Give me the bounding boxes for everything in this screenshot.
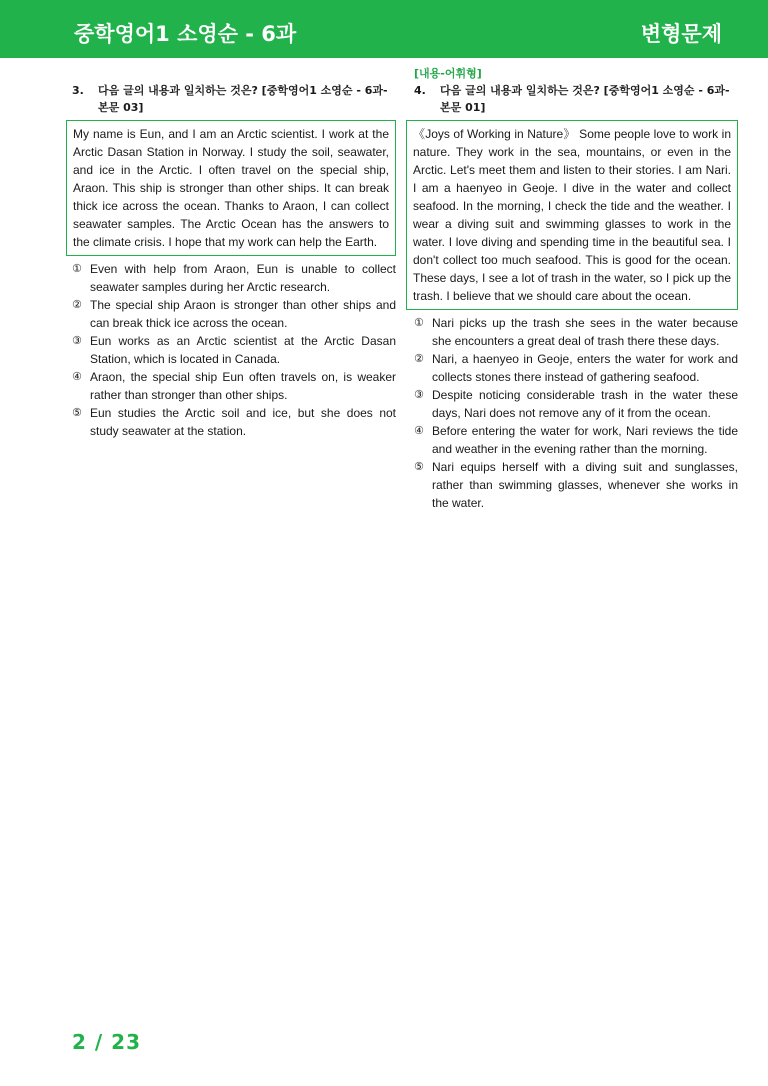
question-prompt (72, 82, 396, 116)
choice-2[interactable] (72, 296, 396, 332)
choice-4[interactable] (72, 368, 396, 404)
choice-number: ① (72, 262, 82, 275)
choice-text: Even with help from Araon, Eun is unable to collect seawater samples during her Arctic research. (90, 262, 396, 294)
choice-list (72, 260, 396, 440)
choice-text: Nari equips herself with a diving suit and sunglasses, rather than swimming glasses, whenever she works in the water. (432, 460, 738, 510)
choice-number: ④ (72, 370, 82, 383)
page-header (0, 0, 768, 58)
choice-number: ⑤ (72, 406, 82, 419)
passage-text: 《Joys of Working in Nature》 Some people love to work in nature. They work in the sea, mountains, or even in the Arctic. Let's meet them and listen to their stories. I am Nari. I am a haenyeo in Geoje. I dive in the water and collect seafood. In the morning, I check the tide and the weather. I wear a diving suit and swimming glasses to work in the water. I love diving and spending time in the beautiful sea. I don't collect too much seafood. This is good for the ocean. These days, I see a lot of trash in the water, so I pick up the trash. I believe that we should care about the ocean. (413, 127, 731, 303)
choice-text: The special ship Araon is stronger than other ships and can break thick ice across the ocean. (90, 298, 396, 330)
page-number: 2 / 23 (72, 1030, 141, 1054)
passage-box (66, 120, 396, 256)
choice-number: ③ (72, 334, 82, 347)
question-tag (72, 66, 396, 82)
choice-number: ① (414, 316, 424, 329)
choice-1[interactable] (72, 260, 396, 296)
choice-number: ③ (414, 388, 424, 401)
header-category: 변형문제 (640, 22, 722, 46)
question-number: 4. (414, 84, 426, 97)
choice-text: Before entering the water for work, Nari reviews the tide and weather in the evening rather than the morning. (432, 424, 738, 456)
question-4 (414, 66, 738, 512)
question-tag: [내용-어휘형] (414, 67, 482, 80)
choice-3[interactable] (414, 386, 738, 422)
choice-text: Araon, the special ship Eun often travels on, is weaker rather than stronger than other ships. (90, 370, 396, 402)
passage-box (406, 120, 738, 310)
question-prompt (414, 82, 738, 116)
choice-text: Eun studies the Arctic soil and ice, but she does not study seawater at the station. (90, 406, 396, 438)
choice-3[interactable] (72, 332, 396, 368)
choice-text: Nari picks up the trash she sees in the water because she encounters a great deal of trash there these days. (432, 316, 738, 348)
header-title: 중학영어1 소영순 - 6과 (74, 22, 297, 46)
choice-text: Nari, a haenyeo in Geoje, enters the water for work and collects stones there instead of gathering seafood. (432, 352, 738, 384)
choice-number: ② (72, 298, 82, 311)
choice-4[interactable] (414, 422, 738, 458)
choice-number: ② (414, 352, 424, 365)
choice-number: ⑤ (414, 460, 424, 473)
choice-list (414, 314, 738, 512)
question-text: 다음 글의 내용과 일치하는 것은? [중학영어1 소영순 - 6과-본문 01] (440, 84, 730, 114)
choice-text: Despite noticing considerable trash in the water these days, Nari does not remove any of it from the ocean. (432, 388, 738, 420)
choice-number: ④ (414, 424, 424, 437)
passage-text: My name is Eun, and I am an Arctic scientist. I work at the Arctic Dasan Station in Norway. I study the soil, seawater, and ice in the Arctic. I often travel on the special ship, Araon. This ship is stronger than other ships. It can break thick ice across the ocean. Thanks to Araon, I can collect seawater samples. The Arctic Ocean has the answers to the climate crisis. I hope that my work can help the Earth. (73, 127, 389, 249)
choice-1[interactable] (414, 314, 738, 350)
choice-text: Eun works as an Arctic scientist at the Arctic Dasan Station, which is located in Canada. (90, 334, 396, 366)
question-text: 다음 글의 내용과 일치하는 것은? [중학영어1 소영순 - 6과-본문 03] (98, 84, 388, 114)
choice-2[interactable] (414, 350, 738, 386)
question-3 (72, 66, 396, 440)
choice-5[interactable] (72, 404, 396, 440)
question-number: 3. (72, 84, 84, 97)
choice-5[interactable] (414, 458, 738, 512)
